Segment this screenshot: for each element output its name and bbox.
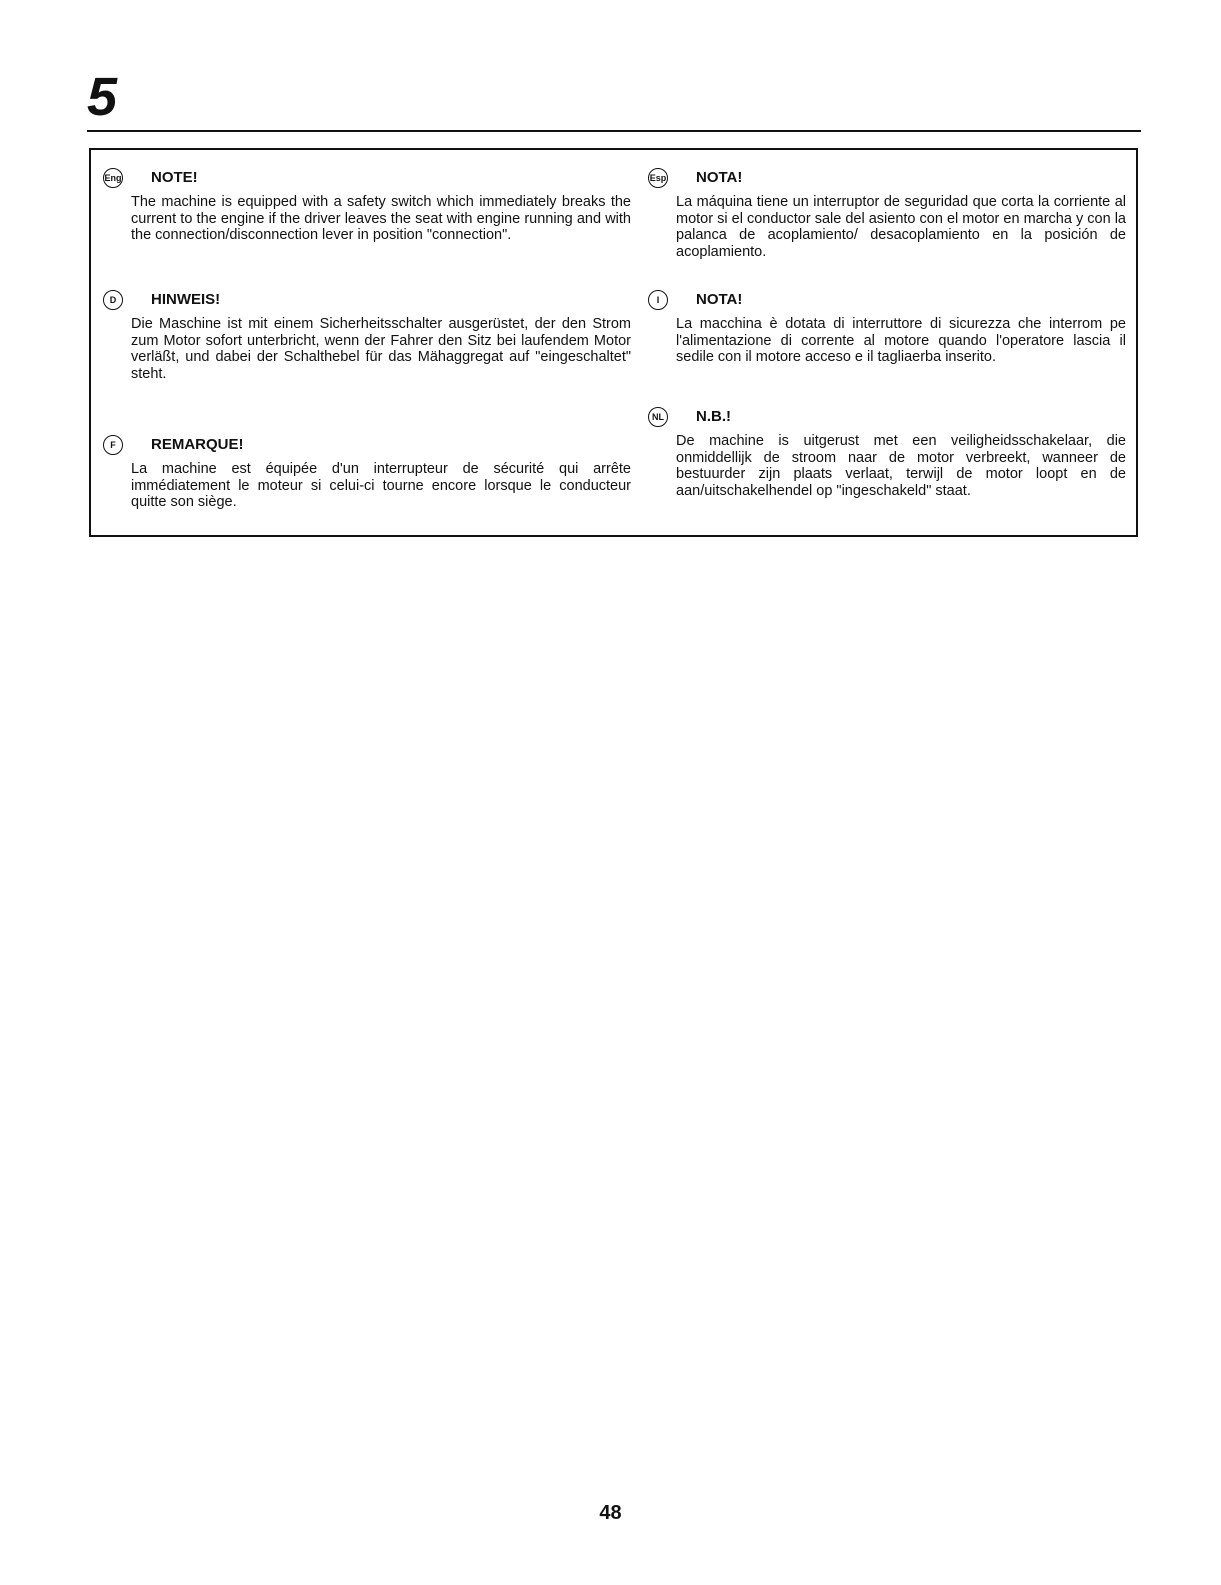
note-french (110, 435, 631, 511)
note-body: La machine est équipée d'un interrupteur de sécurité qui arrête immédiatement le moteur si celui-ci tourne encore lorsque le conducteur quitte son siège. (131, 461, 631, 510)
language-eng-icon: Eng (103, 168, 123, 188)
language-i-icon: I (648, 290, 668, 310)
note-body: De machine is uitgerust met een veiligheidsschakelaar, die onmiddellijk de stroom naar de motor verbreekt, wanneer de bestuurder zijn plaats verlaat, terwijl de motor loopt en de aan/uitschakelhendel op "ingeschakeld" staat. (676, 433, 1126, 499)
note-title: NOTA! (696, 169, 743, 186)
safety-note-box (89, 148, 1138, 537)
note-header (104, 168, 631, 194)
page-number: 48 (599, 1502, 622, 1524)
language-nl-icon: NL (648, 407, 668, 427)
note-body: Die Maschine ist mit einem Sicherheitsschalter ausgerüstet, der den Strom zum Motor sofort unterbricht, wenn der Fahrer den Sitz bei laufendem Motor verläßt, und dabei der Schalthebel für das Mähaggregat auf "eingeschaltet" steht. (131, 316, 631, 382)
language-f-icon: F (103, 435, 123, 455)
note-header (656, 290, 1126, 316)
note-title: HINWEIS! (151, 291, 221, 308)
note-body: La macchina è dotata di interruttore di sicurezza che interrom pe l'alimentazione di corrente al motore quando l'operatore lascia il sedile con il motore acceso e il tagliaerba inserito. (676, 316, 1126, 365)
note-body: La máquina tiene un interruptor de seguridad que corta la corriente al motor si el conductor sale del asiento con el motor en marcha y con la palanca de acoplamiento/ desacoplamiento en la posición de acoplamiento. (676, 194, 1126, 260)
note-title: NOTA! (696, 291, 743, 308)
note-header (652, 407, 1126, 433)
note-german (109, 290, 631, 382)
language-esp-icon: Esp (648, 168, 668, 188)
note-title: N.B.! (696, 408, 731, 425)
note-header (109, 290, 631, 316)
note-title: NOTE! (151, 169, 198, 186)
header-rule (87, 130, 1141, 132)
chapter-number: 5 (87, 67, 118, 127)
language-d-icon: D (103, 290, 123, 310)
note-title: REMARQUE! (151, 436, 244, 453)
note-spanish (649, 168, 1126, 260)
note-body: The machine is equipped with a safety switch which immediately breaks the current to the engine if the driver leaves the seat with engine running and with the connection/disconnection lever in position "connection". (131, 194, 631, 243)
note-english (104, 168, 631, 244)
note-header (649, 168, 1126, 194)
note-dutch (652, 407, 1126, 499)
note-header (110, 435, 631, 461)
note-italian (656, 290, 1126, 366)
